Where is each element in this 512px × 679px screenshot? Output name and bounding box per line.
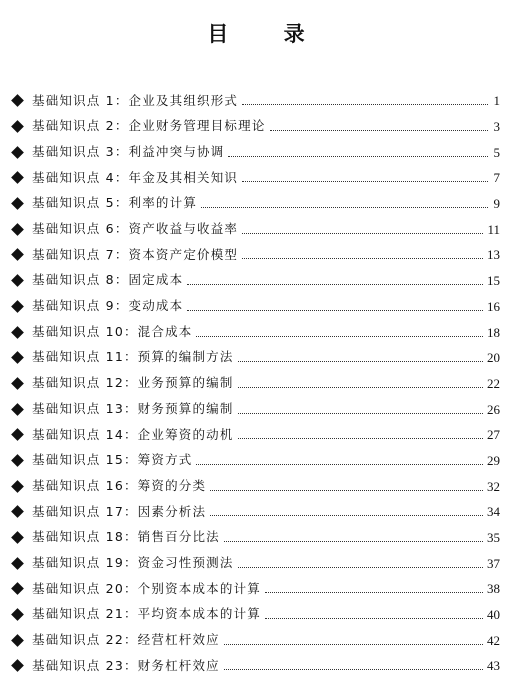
toc-entry-page-number: 26 bbox=[487, 401, 500, 417]
toc-entry-label: 基础知识点 22：经营杠杆效应 bbox=[32, 632, 220, 648]
toc-entry-label: 基础知识点 21：平均资本成本的计算 bbox=[32, 606, 261, 622]
toc-entry[interactable] bbox=[10, 473, 500, 499]
diamond-bullet-icon bbox=[11, 505, 24, 518]
toc-entry[interactable] bbox=[10, 88, 500, 114]
dot-leader bbox=[238, 438, 483, 439]
toc-entry-label: 基础知识点 10：混合成本 bbox=[32, 323, 193, 339]
dot-leader bbox=[238, 567, 483, 568]
toc-entry[interactable] bbox=[10, 345, 500, 371]
dot-leader bbox=[210, 515, 483, 516]
toc-entry-label: 基础知识点 9：变动成本 bbox=[32, 298, 184, 314]
toc-entry-page-number: 22 bbox=[487, 375, 500, 391]
diamond-bullet-icon bbox=[11, 403, 24, 416]
toc-entry[interactable] bbox=[10, 268, 500, 294]
toc-entry[interactable] bbox=[10, 576, 500, 602]
diamond-bullet-icon bbox=[11, 94, 24, 107]
toc-entry-label: 基础知识点 23：财务杠杆效应 bbox=[32, 657, 220, 673]
toc-entry-page-number: 37 bbox=[487, 555, 500, 571]
toc-entry-label: 基础知识点 17：因素分析法 bbox=[32, 503, 207, 519]
diamond-bullet-icon bbox=[11, 660, 24, 673]
diamond-bullet-icon bbox=[11, 608, 24, 621]
dot-leader bbox=[242, 104, 488, 105]
toc-entry[interactable] bbox=[10, 294, 500, 320]
dot-leader bbox=[196, 336, 483, 337]
diamond-bullet-icon bbox=[11, 428, 24, 441]
diamond-bullet-icon bbox=[11, 249, 24, 262]
toc-entry-page-number: 7 bbox=[493, 170, 500, 186]
diamond-bullet-icon bbox=[11, 120, 24, 133]
dot-leader bbox=[210, 490, 483, 491]
toc-entry-label: 基础知识点 15：筹资方式 bbox=[32, 452, 193, 468]
toc-entry-page-number: 5 bbox=[493, 144, 500, 160]
toc-entry-page-number: 35 bbox=[487, 530, 500, 546]
dot-leader bbox=[265, 618, 483, 619]
diamond-bullet-icon bbox=[11, 146, 24, 159]
diamond-bullet-icon bbox=[11, 480, 24, 493]
diamond-bullet-icon bbox=[11, 351, 24, 364]
toc-entry-page-number: 27 bbox=[487, 427, 500, 443]
toc-entry[interactable] bbox=[10, 216, 500, 242]
toc-entry-page-number: 11 bbox=[487, 221, 500, 237]
dot-leader bbox=[242, 258, 483, 259]
dot-leader bbox=[224, 669, 483, 670]
toc-entry[interactable] bbox=[10, 242, 500, 268]
dot-leader bbox=[270, 130, 488, 131]
toc-entry-page-number: 20 bbox=[487, 350, 500, 366]
toc-entry-page-number: 3 bbox=[493, 119, 500, 135]
dot-leader bbox=[187, 310, 483, 311]
toc-entry[interactable] bbox=[10, 396, 500, 422]
toc-entry-label: 基础知识点 12：业务预算的编制 bbox=[32, 375, 234, 391]
toc-entry-label: 基础知识点 5：利率的计算 bbox=[32, 195, 198, 211]
diamond-bullet-icon bbox=[11, 300, 24, 313]
dot-leader bbox=[224, 644, 483, 645]
toc-entry[interactable] bbox=[10, 139, 500, 165]
toc-entry-label: 基础知识点 2：企业财务管理目标理论 bbox=[32, 118, 266, 134]
toc-entry-page-number: 34 bbox=[487, 504, 500, 520]
toc-entry[interactable] bbox=[10, 550, 500, 576]
toc-entry-page-number: 9 bbox=[493, 196, 500, 212]
toc-list bbox=[10, 88, 500, 679]
dot-leader bbox=[187, 284, 483, 285]
dot-leader bbox=[238, 361, 483, 362]
diamond-bullet-icon bbox=[11, 557, 24, 570]
diamond-bullet-icon bbox=[11, 531, 24, 544]
toc-entry-label: 基础知识点 19：资金习性预测法 bbox=[32, 554, 234, 570]
diamond-bullet-icon bbox=[11, 377, 24, 390]
diamond-bullet-icon bbox=[11, 274, 24, 287]
toc-entry[interactable] bbox=[10, 525, 500, 551]
dot-leader bbox=[201, 207, 488, 208]
toc-entry-page-number: 38 bbox=[487, 581, 500, 597]
toc-entry[interactable] bbox=[10, 114, 500, 140]
toc-entry[interactable] bbox=[10, 191, 500, 217]
toc-entry-label: 基础知识点 4：年金及其相关知识 bbox=[32, 169, 239, 185]
page-title: 目 录 bbox=[207, 22, 329, 46]
toc-entry-page-number: 32 bbox=[487, 478, 500, 494]
toc-entry-label: 基础知识点 7：资本资产定价模型 bbox=[32, 246, 239, 262]
toc-entry-page-number: 13 bbox=[487, 247, 500, 263]
dot-leader bbox=[228, 156, 488, 157]
toc-entry-page-number: 16 bbox=[487, 298, 500, 314]
toc-entry-label: 基础知识点 3：利益冲突与协调 bbox=[32, 143, 225, 159]
dot-leader bbox=[238, 413, 483, 414]
toc-entry-page-number: 18 bbox=[487, 324, 500, 340]
toc-entry[interactable] bbox=[10, 627, 500, 653]
toc-entry-label: 基础知识点 13：财务预算的编制 bbox=[32, 400, 234, 416]
toc-entry[interactable] bbox=[10, 448, 500, 474]
toc-entry-page-number: 42 bbox=[487, 632, 500, 648]
toc-entry[interactable] bbox=[10, 653, 500, 679]
diamond-bullet-icon bbox=[11, 634, 24, 647]
dot-leader bbox=[265, 592, 483, 593]
toc-entry[interactable] bbox=[10, 422, 500, 448]
dot-leader bbox=[242, 233, 483, 234]
dot-leader bbox=[242, 181, 488, 182]
diamond-bullet-icon bbox=[11, 454, 24, 467]
diamond-bullet-icon bbox=[11, 197, 24, 210]
toc-entry-page-number: 29 bbox=[487, 452, 500, 468]
dot-leader bbox=[238, 387, 483, 388]
toc-entry-label: 基础知识点 6：资产收益与收益率 bbox=[32, 221, 239, 237]
dot-leader bbox=[196, 464, 483, 465]
toc-entry-label: 基础知识点 14：企业筹资的动机 bbox=[32, 426, 234, 442]
toc-entry-page-number: 1 bbox=[493, 93, 500, 109]
toc-entry-label: 基础知识点 1：企业及其组织形式 bbox=[32, 92, 239, 108]
toc-entry-page-number: 43 bbox=[487, 658, 500, 674]
toc-entry-label: 基础知识点 18：销售百分比法 bbox=[32, 529, 220, 545]
toc-entry-label: 基础知识点 11：预算的编制方法 bbox=[32, 349, 234, 365]
toc-entry-label: 基础知识点 16：筹资的分类 bbox=[32, 477, 207, 493]
toc-entry-label: 基础知识点 8：固定成本 bbox=[32, 272, 184, 288]
toc-entry-page-number: 15 bbox=[487, 273, 500, 289]
toc-entry-page-number: 40 bbox=[487, 607, 500, 623]
toc-entry[interactable] bbox=[10, 371, 500, 397]
diamond-bullet-icon bbox=[11, 583, 24, 596]
toc-entry[interactable] bbox=[10, 319, 500, 345]
toc-entry[interactable] bbox=[10, 165, 500, 191]
toc-entry[interactable] bbox=[10, 602, 500, 628]
toc-entry[interactable] bbox=[10, 499, 500, 525]
diamond-bullet-icon bbox=[11, 172, 24, 185]
diamond-bullet-icon bbox=[11, 223, 24, 236]
dot-leader bbox=[224, 541, 483, 542]
diamond-bullet-icon bbox=[11, 326, 24, 339]
toc-entry-label: 基础知识点 20：个别资本成本的计算 bbox=[32, 580, 261, 596]
